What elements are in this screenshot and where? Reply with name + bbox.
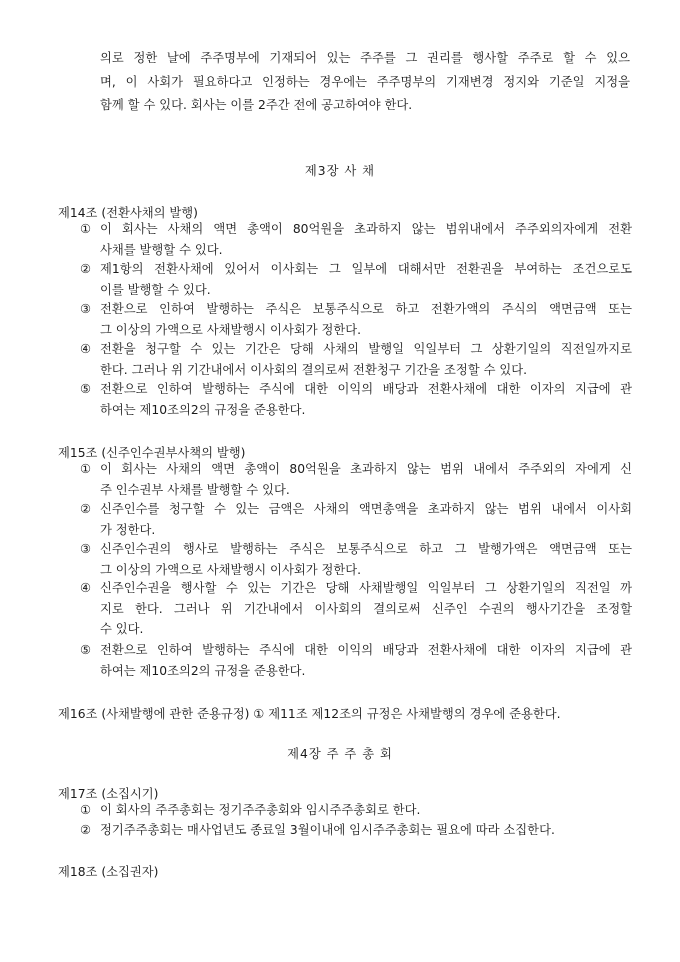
item-line: 수 있다. <box>100 622 144 636</box>
article-17-item-1 <box>80 800 632 821</box>
article-15-item-3 <box>80 539 632 580</box>
article-14-item-1 <box>80 219 632 260</box>
intro-line: 의로 정한 날에 주주명부에 기재되어 있는 주주를 그 권리를 행사할 주주로 할 수 있으 <box>100 51 630 65</box>
item-number: ① <box>80 222 92 236</box>
chapter-4-heading: 제4장 주 주 총 회 <box>287 747 393 761</box>
item-line: 신주인수를 청구할 수 있는 금액은 사채의 액면총액을 초과하지 않는 범위 내에서 이사회 <box>100 502 632 516</box>
item-number: ② <box>80 823 92 837</box>
intro-line: 며, 이 사회가 필요하다고 인정하는 경우에는 주주명부의 기재변경 정지와 기준일 지정을 <box>100 74 630 89</box>
item-line: 전환으로 인하여 발행하는 주식에 대한 이익의 배당과 전환사채에 대한 이자의 지급에 관 <box>100 643 632 657</box>
article-16-text: 제16조 (사채발행에 관한 준용규정) ① 제11조 제12조의 규정은 사채발행의 경우에 준용한다. <box>58 707 561 721</box>
item-line: 신주인수권의 행사로 발행하는 주식은 보통주식으로 하고 그 발행가액은 액면금액 또는 <box>100 542 632 556</box>
item-number: ① <box>80 462 92 476</box>
item-line: 그 이상의 가액으로 사채발행시 이사회가 정한다. <box>100 322 362 337</box>
item-number: ⑤ <box>80 643 92 657</box>
article-17-title: 제17조 (소집시기) <box>58 787 159 801</box>
item-line: 하여는 제10조의2의 규정을 준용한다. <box>100 663 306 678</box>
article-18-title: 제18조 (소집권자) <box>58 865 159 879</box>
item-number: ④ <box>80 342 92 356</box>
item-line: 주 인수권부 사채를 발행할 수 있다. <box>100 482 290 497</box>
intro-paragraph <box>100 47 630 118</box>
item-line: 한다. 그러나 위 기간내에서 이사회의 결의로써 전환청구 기간을 조정할 수 있다. <box>100 362 528 377</box>
item-line: 가 정한다. <box>100 522 156 537</box>
item-line: 지로 한다. 그러나 위 기간내에서 이사회의 결의로써 신주인 수권의 행사기간을 조정할 <box>100 601 632 616</box>
article-15-item-1 <box>80 459 632 500</box>
article-15-item-2 <box>80 499 632 540</box>
article-14-item-5 <box>80 379 632 420</box>
item-line: 신주인수권을 행사할 수 있는 기간은 당해 사채발행일 익일부터 그 상환기일의 직전일 까 <box>100 581 632 595</box>
item-line: 제1항의 전환사채에 있어서 이사회는 그 일부에 대해서만 전환권을 부여하는 조건으로도 <box>100 262 632 276</box>
item-line: 전환으로 인하여 발행하는 주식은 보통주식으로 하고 전환가액의 주식의 액면금액 또는 <box>100 302 632 316</box>
item-number: ② <box>80 502 92 516</box>
item-line: 이 회사는 사채의 액면 총액이 80억원을 초과하지 않는 범위내에서 주주외의자에게 전환 <box>100 222 632 236</box>
item-line: 전환으로 인하여 발행하는 주식에 대한 이익의 배당과 전환사채에 대한 이자의 지급에 관 <box>100 382 632 396</box>
article-14-item-2 <box>80 259 632 300</box>
chapter-3-heading: 제3장 사 채 <box>304 164 376 178</box>
intro-line: 함께 할 수 있다. 회사는 이를 2주간 전에 공고하여야 한다. <box>100 98 413 112</box>
article-14-item-4 <box>80 339 632 380</box>
item-line: 이를 발행할 수 있다. <box>100 282 211 297</box>
item-number: ⑤ <box>80 382 92 396</box>
article-15-item-4 <box>80 578 632 640</box>
article-14-item-3 <box>80 299 632 340</box>
item-line: 전환을 청구할 수 있는 기간은 당해 사채의 발행일 익일부터 그 상환기일의 직전일까지로 <box>100 342 632 356</box>
item-line: 사채를 발행할 수 있다. <box>100 242 223 257</box>
item-line: 하여는 제10조의2의 규정을 준용한다. <box>100 402 306 417</box>
item-line: 정기주주총회는 매사업년도 종료일 3월이내에 임시주주총회는 필요에 따라 소집한다. <box>100 823 555 837</box>
item-number: ② <box>80 262 92 276</box>
article-14-title: 제14조 (전환사채의 발행) <box>58 206 198 220</box>
item-number: ① <box>80 803 92 817</box>
article-15-title: 제15조 (신주인수권부사책의 발행) <box>58 446 246 460</box>
article-15-item-5 <box>80 640 632 681</box>
item-number: ③ <box>80 302 92 316</box>
item-line: 그 이상의 가액으로 사채발행시 이사회가 정한다. <box>100 562 362 577</box>
item-line: 이 회사의 주주총회는 정기주주총회와 임시주주총회로 한다. <box>100 803 421 817</box>
item-number: ③ <box>80 542 92 556</box>
item-number: ④ <box>80 581 92 595</box>
item-line: 이 회사는 사채의 액면 총액이 80억원을 초과하지 않는 범위 내에서 주주외의 자에게 신 <box>100 462 632 476</box>
article-17-item-2 <box>80 820 632 841</box>
